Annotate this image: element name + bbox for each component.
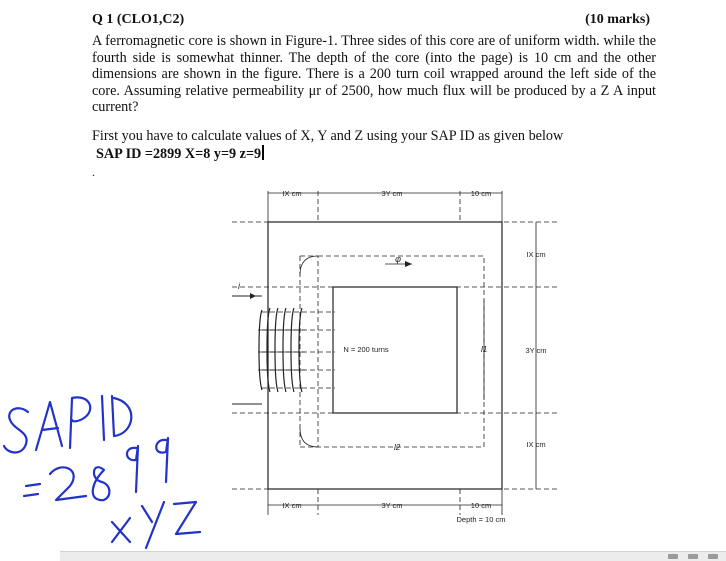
dim-bottom-right: 10 cm bbox=[470, 501, 492, 510]
dim-bottom-middle: 3Y cm bbox=[381, 501, 403, 510]
dim-bottom-left: IX cm bbox=[282, 501, 302, 510]
instruction-text: First you have to calculate values of X, Y and Z using your SAP ID as given below bbox=[92, 128, 564, 144]
l2-label: l2 bbox=[394, 443, 401, 452]
question-text: A ferromagnetic core is shown in Figure-1. Three sides of this core are of uniform width. while the fourth side is somewhat thinner. The depth of the core (into the page) is 10 cm and the other dimensions are shown in the figure. There is a 200 turn coil wrapped around the left side of the core. Assuming relative permeability μr of 2500, how much flux will be produced by a Z A input current? bbox=[92, 33, 656, 116]
dim-top-right: 10 cm bbox=[470, 189, 492, 198]
sap-id-text: SAP ID =2899 X=8 y=9 z=9 bbox=[96, 146, 262, 162]
turns-label: N = 200 turns bbox=[343, 345, 389, 354]
dim-right-top: IX cm bbox=[526, 250, 546, 259]
depth-label: Depth = 10 cm bbox=[456, 515, 506, 524]
scroll-grip-icon[interactable] bbox=[688, 554, 698, 559]
question-number: Q 1 (CLO1,C2) bbox=[92, 12, 185, 27]
flux-symbol: φ bbox=[395, 254, 401, 264]
stray-dot: . bbox=[92, 165, 95, 179]
dim-top-left: IX cm bbox=[282, 189, 302, 198]
handwritten-annotation bbox=[4, 396, 200, 548]
dim-right-bottom: IX cm bbox=[526, 440, 546, 449]
scroll-grip-icon[interactable] bbox=[708, 554, 718, 559]
current-symbol: i bbox=[238, 281, 240, 291]
scroll-grip-icon[interactable] bbox=[668, 554, 678, 559]
dim-right-middle: 3Y cm bbox=[525, 346, 547, 355]
dim-top-middle: 3Y cm bbox=[381, 189, 403, 198]
question-marks: (10 marks) bbox=[585, 12, 650, 27]
l1-label: l1 bbox=[481, 345, 488, 354]
